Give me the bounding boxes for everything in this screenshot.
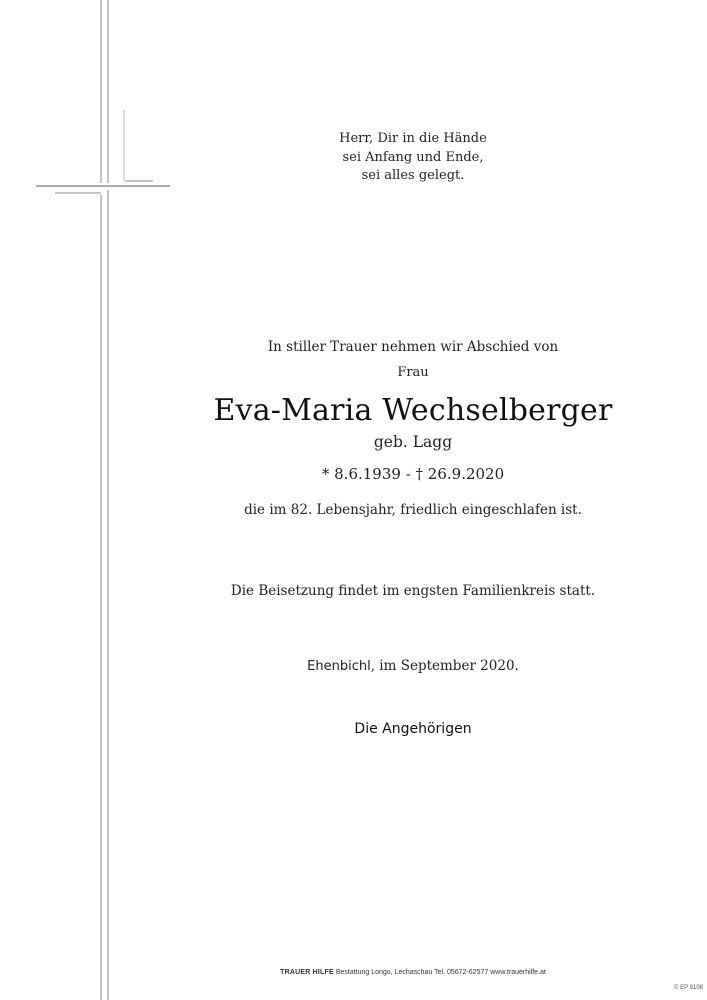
footer-brand: TRAUER HILFE <box>280 969 334 976</box>
signature: Die Angehörigen <box>354 721 472 737</box>
footer-details: Bestattung Longo, Lechaschau Tel. 05672-62577 www.trauerhilfe.at <box>333 969 546 976</box>
salutation: Frau <box>397 365 429 380</box>
verse <box>0 130 707 186</box>
birth-name: geb. Lagg <box>373 433 453 451</box>
burial-note: Die Beisetzung findet im engsten Familienkreis statt. <box>230 583 596 599</box>
life-dates: * 8.6.1939 - † 26.9.2020 <box>321 465 505 483</box>
verse-line-1: Herr, Dir in die Hände <box>339 131 487 146</box>
date: , im September 2020. <box>370 658 519 674</box>
death-sentence: die im 82. Lebensjahr, friedlich eingeschlafen ist. <box>244 502 582 518</box>
verse-line-3: sei alles gelegt. <box>361 168 465 183</box>
print-code: © EP 9108 <box>674 985 703 991</box>
place: Ehenbichl <box>307 659 371 674</box>
intro-text: In stiller Trauer nehmen wir Abschied von <box>267 339 559 355</box>
deceased-name: Eva-Maria Wechselberger <box>213 393 613 428</box>
place-date <box>0 658 707 674</box>
verse-line-2: sei Anfang und Ende, <box>342 149 484 165</box>
footer <box>0 969 707 976</box>
